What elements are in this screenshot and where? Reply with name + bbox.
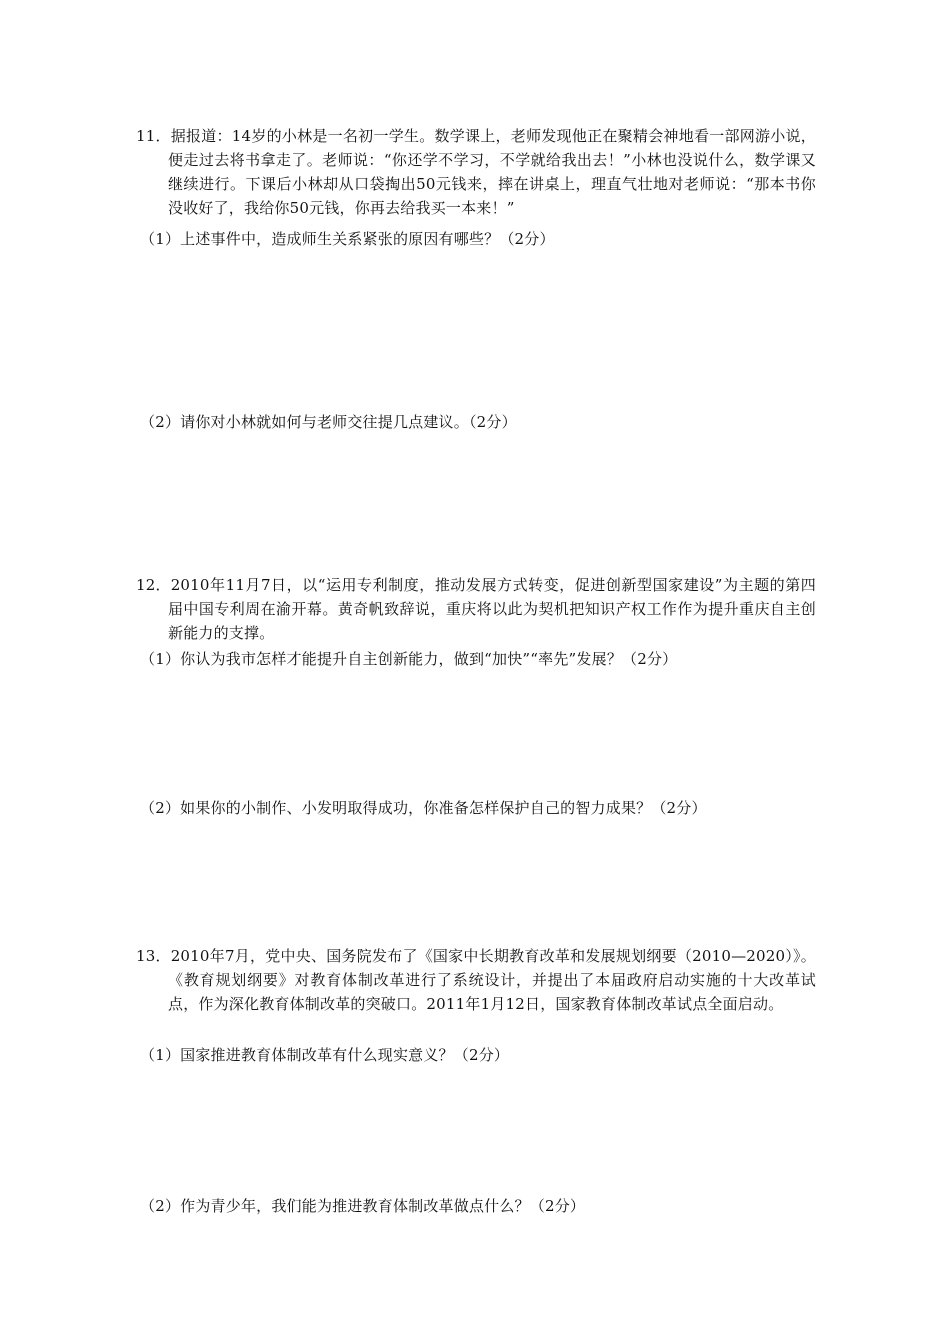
question-11-number: 11． xyxy=(136,127,171,145)
question-12 xyxy=(136,573,816,645)
question-12-stem xyxy=(136,573,816,645)
question-11-stem xyxy=(136,124,816,220)
question-13-sub-1: （1）国家推进教育体制改革有什么现实意义？（2分） xyxy=(140,1046,510,1064)
question-11-sub-1: （1）上述事件中，造成师生关系紧张的原因有哪些？（2分） xyxy=(140,230,555,248)
question-11-text: 据报道：14岁的小林是一名初一学生。数学课上，老师发现他正在聚精会神地看一部网游小说，便走过去将书拿走了。老师说：“你还学不学习，不学就给我出去！”小林也没说什么，数学课又继续进行。下课后小林却从口袋掏出50元钱来，摔在讲桌上，理直气壮地对老师说：“那本书你没收好了，我给你50元钱，你再去给我买一本来！” xyxy=(168,127,816,217)
question-11 xyxy=(136,124,816,220)
question-13 xyxy=(136,944,816,1016)
question-12-sub-2: （2）如果你的小制作、小发明取得成功，你准备怎样保护自己的智力成果？（2分） xyxy=(140,799,707,817)
question-13-stem xyxy=(136,944,816,1016)
question-12-sub-1: （1）你认为我市怎样才能提升自主创新能力，做到“加快”“率先”发展？（2分） xyxy=(140,650,678,668)
question-13-text: 2010年7月，党中央、国务院发布了《国家中长期教育改革和发展规划纲要（2010—2020）》。《教育规划纲要》对教育体制改革进行了系统设计，并提出了本届政府启动实施的十大改革试点，作为深化教育体制改革的突破口。2011年1月12日，国家教育体制改革试点全面启动。 xyxy=(168,947,816,1013)
question-12-number: 12． xyxy=(136,576,171,594)
question-11-sub-2: （2）请你对小林就如何与老师交往提几点建议。（2分） xyxy=(140,413,517,431)
question-13-sub-2: （2）作为青少年，我们能为推进教育体制改革做点什么？（2分） xyxy=(140,1197,586,1215)
question-12-text: 2010年11月7日，以“运用专利制度，推动发展方式转变，促进创新型国家建设”为主题的第四届中国专利周在渝开幕。黄奇帆致辞说，重庆将以此为契机把知识产权工作作为提升重庆自主创新能力的支撑。 xyxy=(168,576,816,642)
question-13-number: 13． xyxy=(136,947,171,965)
